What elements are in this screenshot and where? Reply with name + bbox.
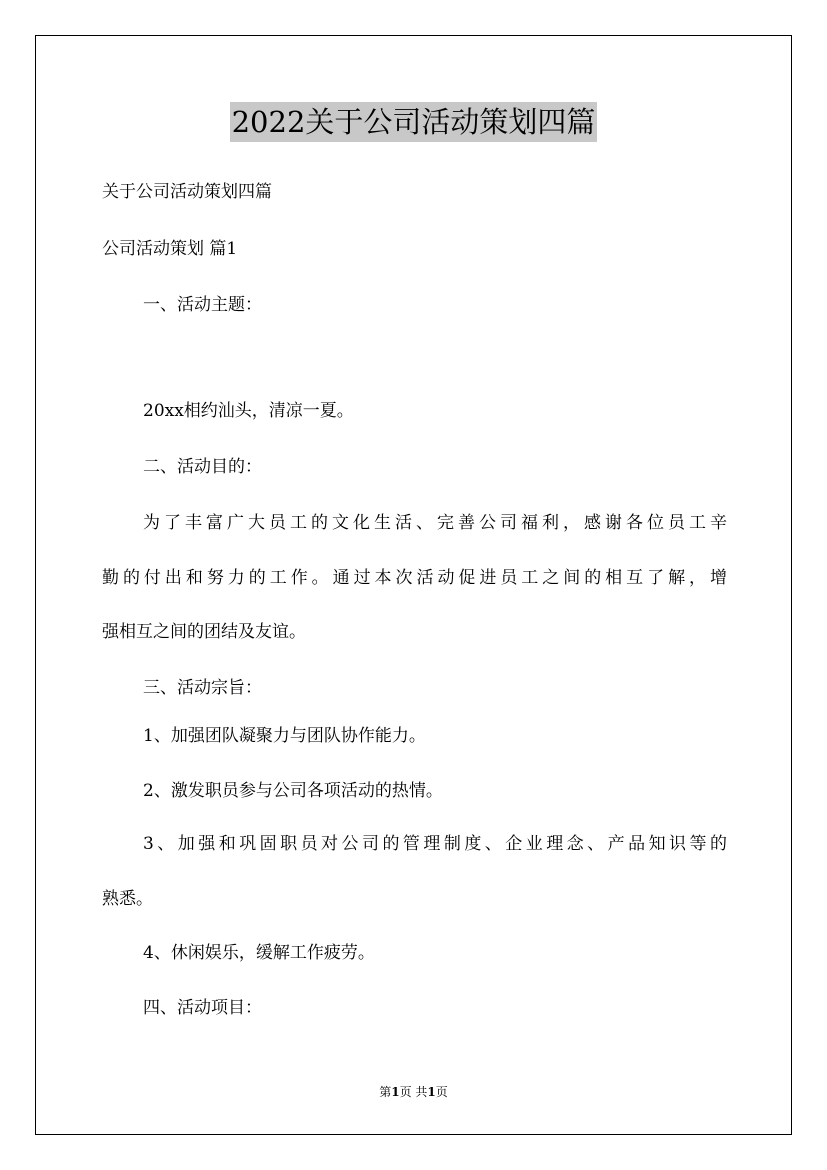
document-subtitle: 关于公司活动策划四篇 bbox=[102, 182, 272, 202]
paragraph-purpose-line-3: 强相互之间的团结及友谊。 bbox=[102, 622, 306, 642]
paragraph-activity-aim-heading: 三、活动宗旨： bbox=[143, 678, 262, 698]
paragraph-aim-item-3-line-1: 3、加强和巩固职员对公司的管理制度、企业理念、产品知识等的 bbox=[143, 834, 727, 854]
paragraph-activity-purpose-heading: 二、活动目的： bbox=[143, 457, 262, 477]
paragraph-purpose-line-1: 为了丰富广大员工的文化生活、完善公司福利，感谢各位员工辛 bbox=[143, 513, 727, 533]
footer-prefix: 第 bbox=[379, 1085, 392, 1099]
paragraph-aim-item-4: 4、休闲娱乐，缓解工作疲劳。 bbox=[143, 943, 375, 963]
section-heading: 公司活动策划 篇1 bbox=[102, 239, 238, 259]
paragraph-aim-item-2: 2、激发职员参与公司各项活动的热情。 bbox=[143, 781, 443, 801]
page-footer bbox=[0, 1084, 827, 1100]
footer-page-total: 1 bbox=[427, 1085, 436, 1099]
footer-suffix: 页 bbox=[435, 1085, 448, 1099]
paragraph-activity-theme-heading: 一、活动主题： bbox=[143, 295, 262, 315]
footer-page-number: 1 bbox=[391, 1085, 400, 1099]
paragraph-aim-item-3-line-2: 熟悉。 bbox=[102, 889, 153, 909]
paragraph-activity-theme: 20xx相约汕头，清凉一夏。 bbox=[143, 401, 354, 421]
paragraph-aim-item-1: 1、加强团队凝聚力与团队协作能力。 bbox=[143, 726, 426, 746]
paragraph-purpose-line-2: 勤的付出和努力的工作。通过本次活动促进员工之间的相互了解，增 bbox=[102, 568, 727, 588]
document-title: 2022关于公司活动策划四篇 bbox=[230, 102, 598, 142]
title-container bbox=[0, 102, 827, 142]
paragraph-activity-items-heading: 四、活动项目： bbox=[143, 998, 262, 1018]
footer-mid: 页 共 bbox=[399, 1085, 428, 1099]
